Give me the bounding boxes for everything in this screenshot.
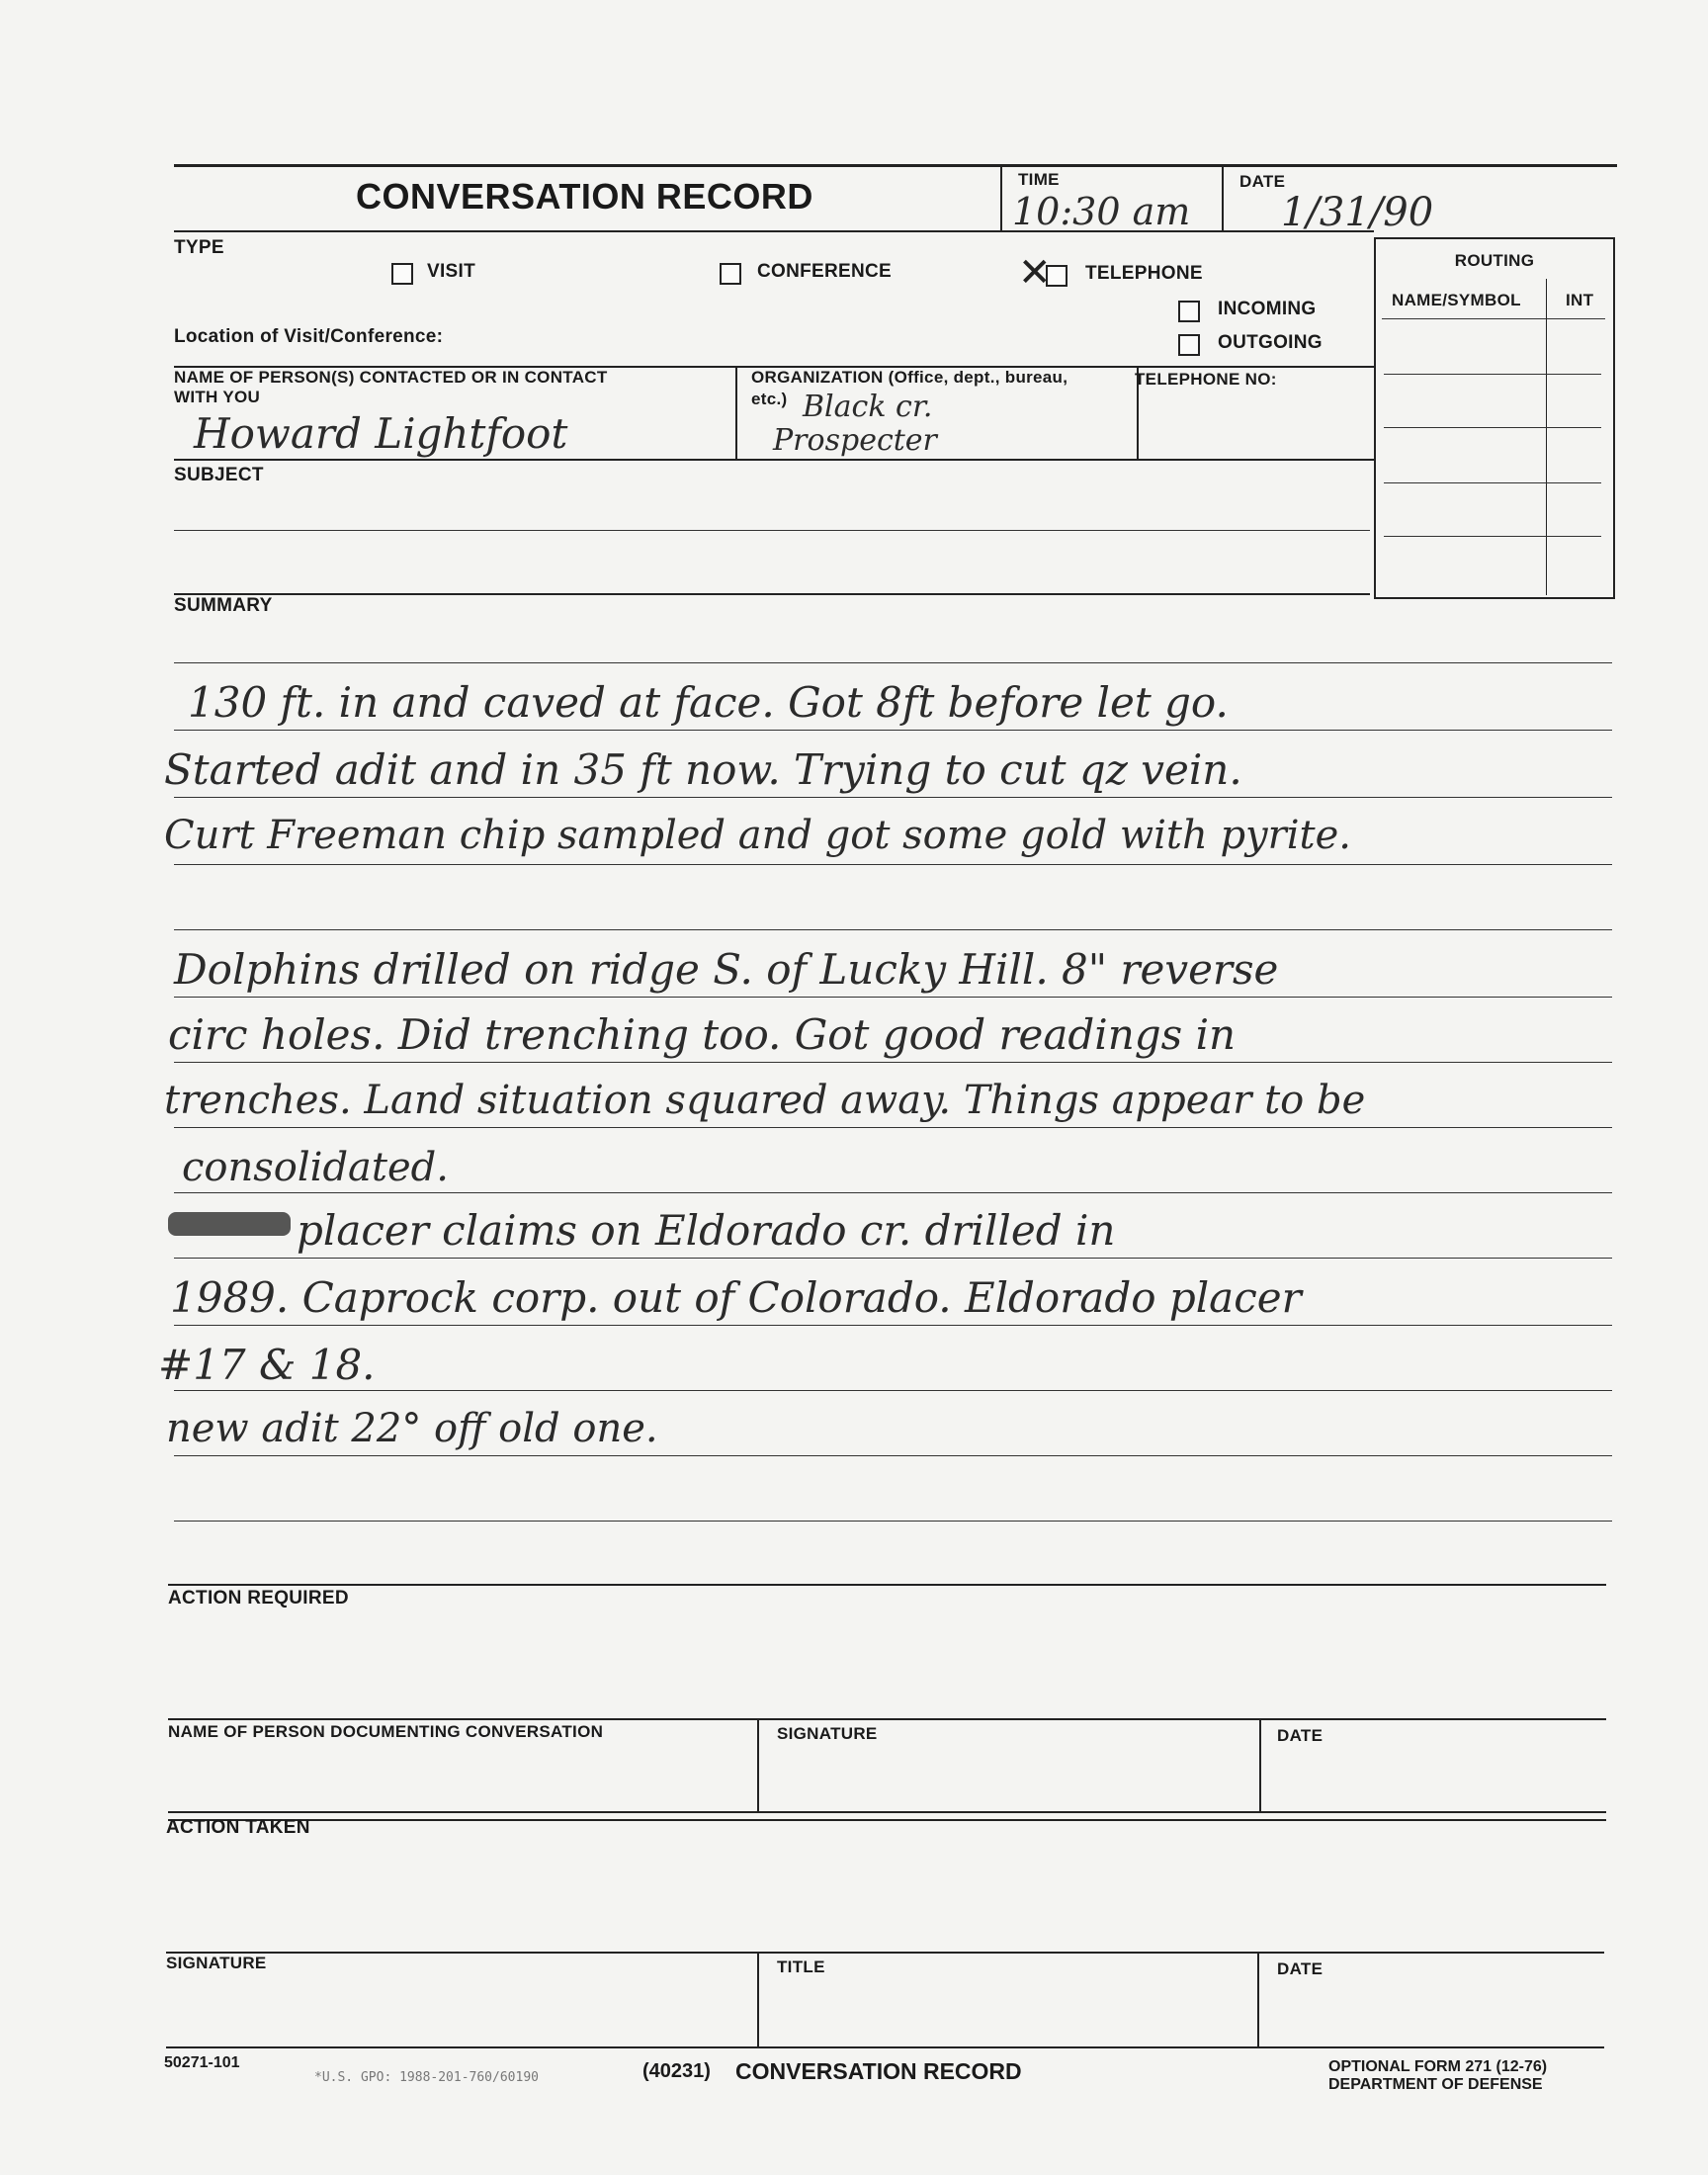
documenting-divider-1 [757, 1718, 759, 1813]
summary-label: SUMMARY [174, 595, 273, 616]
summary-rule [174, 797, 1612, 798]
summary-rule [174, 1325, 1612, 1326]
summary-line-10: 1989. Caprock corp. out of Colorado. Eldorado placer [170, 1273, 1302, 1322]
visit-checkbox[interactable] [391, 263, 413, 285]
subject-bottom-rule [174, 593, 1370, 595]
date-label: DATE [1239, 172, 1286, 191]
signature-row-divider-1 [757, 1952, 759, 2046]
date-divider [1222, 164, 1224, 231]
routing-row-rule [1384, 482, 1601, 483]
routing-header-rule [1382, 318, 1605, 319]
outgoing-label: OUTGOING [1218, 332, 1323, 353]
stock-number: 50271-101 [164, 2054, 240, 2071]
summary-rule [174, 662, 1612, 663]
summary-line-6: circ holes. Did trenching too. Got good readings in [168, 1010, 1237, 1059]
time-label: TIME [1018, 170, 1060, 189]
visit-label: VISIT [427, 261, 476, 282]
routing-title: ROUTING [1454, 251, 1535, 270]
routing-row-rule [1384, 374, 1601, 375]
header-top-rule [174, 164, 1617, 167]
telephone-label: TELEPHONE [1085, 263, 1203, 284]
action-taken-label: ACTION TAKEN [166, 1817, 310, 1838]
form-code: (40231) [642, 2060, 711, 2082]
telephone-number-label: TELEPHONE NO: [1135, 370, 1277, 389]
summary-line-5: Dolphins drilled on ridge S. of Lucky Hill. 8" reverse [174, 945, 1279, 994]
contact-org-divider [735, 366, 737, 459]
summary-line-12: new adit 22° off old one. [166, 1406, 658, 1451]
contact-label-line2: WITH YOU [174, 388, 261, 406]
action-required-rule [168, 1584, 1606, 1586]
summary-line-9: placer claims on Eldorado cr. drilled in [297, 1206, 1116, 1255]
summary-rule [174, 929, 1612, 930]
conference-checkbox[interactable] [720, 263, 741, 285]
date-label-3: DATE [1277, 1959, 1324, 1978]
incoming-checkbox[interactable] [1178, 301, 1200, 322]
summary-rule [174, 864, 1612, 865]
telephone-check-mark-icon: ✕ [1018, 250, 1052, 296]
documenting-label: NAME OF PERSON DOCUMENTING CONVERSATION [168, 1722, 604, 1741]
summary-rule [174, 1521, 1612, 1522]
routing-row-rule [1384, 536, 1601, 537]
routing-column-divider [1546, 279, 1547, 595]
title-label: TITLE [777, 1958, 825, 1976]
routing-box [1374, 237, 1615, 599]
summary-line-1: 130 ft. in and caved at face. Got 8ft before let go. [188, 678, 1229, 727]
summary-line-8: consolidated. [182, 1145, 449, 1190]
action-required-label: ACTION REQUIRED [168, 1588, 349, 1609]
organization-value-line1: Black cr. [803, 390, 933, 424]
department-name: DEPARTMENT OF DEFENSE [1328, 2076, 1543, 2093]
subject-label: SUBJECT [174, 465, 264, 485]
signature-label-2: SIGNATURE [166, 1954, 267, 1972]
routing-row-rule [1384, 427, 1601, 428]
subject-rule [174, 530, 1370, 531]
incoming-label: INCOMING [1218, 299, 1317, 319]
summary-line-11: #17 & 18. [158, 1341, 376, 1389]
summary-line-7: trenches. Land situation squared away. Things appear to be [164, 1078, 1366, 1123]
summary-rule [174, 730, 1612, 731]
summary-line-3: Curt Freeman chip sampled and got some gold with pyrite. [164, 813, 1352, 858]
gpo-imprint: *U.S. GPO: 1988-201-760/60190 [314, 2070, 539, 2085]
documenting-double-rule [168, 1819, 1606, 1821]
routing-name-header: NAME/SYMBOL [1392, 291, 1521, 309]
documenting-bottom-rule [168, 1811, 1606, 1813]
signature-label: SIGNATURE [777, 1724, 878, 1743]
type-label: TYPE [174, 237, 224, 258]
date-value: 1/31/90 [1281, 190, 1434, 235]
location-label: Location of Visit/Conference: [174, 326, 444, 347]
contact-label-line1: NAME OF PERSON(S) CONTACTED OR IN CONTACT [174, 368, 608, 387]
summary-rule [174, 1455, 1612, 1456]
organization-value-line2: Prospecter [773, 423, 937, 458]
conference-label: CONFERENCE [757, 261, 893, 282]
footer-form-name: CONVERSATION RECORD [735, 2058, 1022, 2084]
date-label-2: DATE [1277, 1726, 1324, 1745]
routing-int-header: INT [1566, 291, 1594, 309]
time-value: 10:30 am [1012, 190, 1191, 233]
optional-form-number: OPTIONAL FORM 271 (12-76) [1328, 2058, 1548, 2075]
signature-row-bottom-rule [166, 2046, 1604, 2048]
time-divider [1000, 164, 1002, 231]
summary-line-2: Started adit and in 35 ft now. Trying to cut qz vein. [164, 745, 1242, 794]
documenting-divider-2 [1259, 1718, 1261, 1813]
summary-rule [174, 997, 1612, 998]
summary-rule [174, 1390, 1612, 1391]
contact-bottom-rule [174, 459, 1374, 461]
signature-row-top-rule [166, 1952, 1604, 1954]
header-bottom-rule [174, 230, 1374, 232]
form-title: CONVERSATION RECORD [356, 176, 813, 217]
summary-rule [174, 1127, 1612, 1128]
documenting-top-rule [168, 1718, 1606, 1720]
summary-rule [174, 1062, 1612, 1063]
organization-label-line2: etc.) [751, 390, 788, 408]
summary-rule [174, 1192, 1612, 1193]
outgoing-checkbox[interactable] [1178, 334, 1200, 356]
crossed-out-word [168, 1212, 291, 1236]
summary-rule [174, 1258, 1612, 1259]
contact-name-value: Howard Lightfoot [194, 409, 568, 458]
signature-row-divider-2 [1257, 1952, 1259, 2046]
organization-label-line1: ORGANIZATION (Office, dept., bureau, [751, 368, 1068, 387]
